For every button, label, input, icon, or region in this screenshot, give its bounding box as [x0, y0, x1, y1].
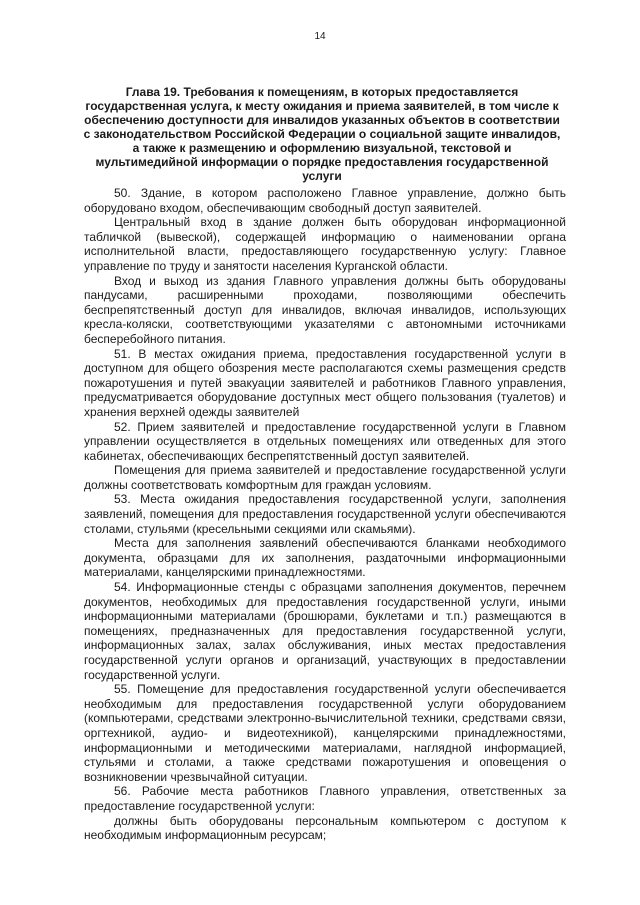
paragraph: 56. Рабочие места работников Главного управления, ответственных за предоставление государственной услуги:: [84, 784, 566, 813]
document-body: [84, 186, 566, 843]
paragraph: 51. В местах ожидания приема, предоставления государственной услуги в доступном для общего обозрения месте располагаются схемы размещения средств пожаротушения и путей эвакуации заявителей и работников Главного управления, предусматривается оборудование доступных мест общего пользования (туалетов) и хранения верхней одежды заявителей: [84, 346, 566, 419]
chapter-heading: Глава 19. Требования к помещениям, в которых предоставляется государственная услуга, к месту ожидания и приема заявителей, в том числе к обеспечению доступности для инвалидов указанных объектов в соответствии с законодательством Российской Федерации о социальной защите инвалидов, а также к размещению и оформлению визуальной, текстовой и мультимедийной информации о порядке предоставления государственной услуги: [83, 85, 561, 183]
paragraph: 54. Информационные стенды с образцами заполнения документов, перечнем документов, необходимых для предоставления государственной услуги, иными информационными материалами (брошюрами, буклетами и т.п.) размещаются в помещениях, предназначенных для предоставления государственной услуги, информационных залах, залах обслуживания, иных местах предоставления государственной услуги органов и организаций, участвующих в предоставлении государственной услуги.: [84, 580, 566, 682]
paragraph: 52. Прием заявителей и предоставление государственной услуги в Главном управлении осуществляется в отдельных помещениях или отведенных для этого кабинетах, обеспечивающих беспрепятственный доступ заявителей.: [84, 419, 566, 463]
paragraph: должны быть оборудованы персональным компьютером с доступом к необходимым информационным ресурсам;: [84, 813, 566, 843]
paragraph: Помещения для приема заявителей и предоставление государственной услуги должны соответствовать комфортным для граждан условиям.: [84, 463, 566, 492]
paragraph: 55. Помещение для предоставления государственной услуги обеспечивается необходимым для предоставления государственной услуги оборудованием (компьютерами, средствами электронно-вычислительной техники, средствами связи, оргтехникой, аудио- и видеотехникой), канцелярскими принадлежностями, информационными и методическими материалами, наглядной информацией, стульями и столами, а также средствами пожаротушения и оповещения о возникновении чрезвычайной ситуации.: [84, 682, 566, 784]
paragraph: Центральный вход в здание должен быть оборудован информационной табличкой (вывеской), содержащей информацию о наименовании органа исполнительной власти, предоставляющего государственную услугу: Главное управление по труду и занятости населения Курганской области.: [84, 215, 566, 273]
paragraph: 50. Здание, в котором расположено Главное управление, должно быть оборудовано входом, обеспечивающим свободный доступ заявителей.: [84, 186, 566, 215]
paragraph: 53. Места ожидания предоставления государственной услуги, заполнения заявлений, помещения для предоставления государственной услуги обеспечиваются столами, стульями (кресельными секциями или скамьями).: [84, 492, 566, 536]
page-number: 14: [314, 31, 326, 42]
paragraph: Вход и выход из здания Главного управления должны быть оборудованы пандусами, расширенными проходами, позволяющими обеспечить беспрепятственный доступ для инвалидов, включая инвалидов, использующих кресла-коляски, соответствующими указателями с автономными источниками бесперебойного питания.: [84, 273, 566, 346]
paragraph: Места для заполнения заявлений обеспечиваются бланками необходимого документа, образцами для их заполнения, раздаточными информационными материалами, канцелярскими принадлежностями.: [84, 536, 566, 580]
